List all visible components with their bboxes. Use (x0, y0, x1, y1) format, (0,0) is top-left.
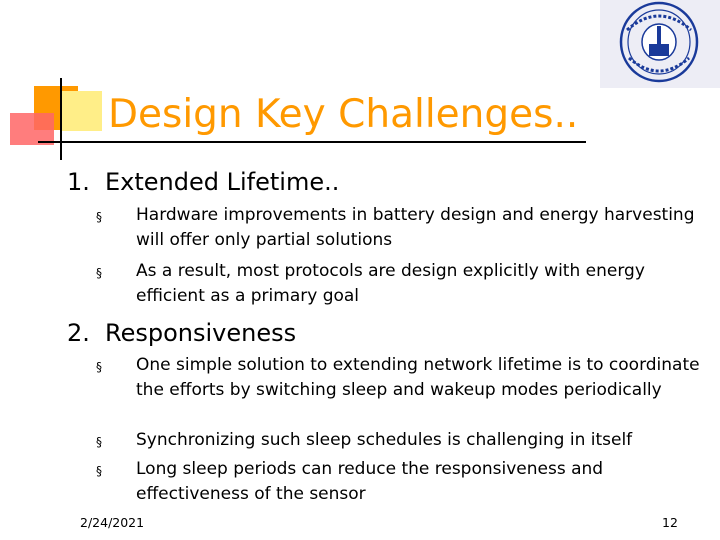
section-number: 1. (67, 168, 90, 196)
bullet-icon: § (96, 210, 102, 224)
bullet-icon: § (96, 435, 102, 449)
bullet-text: Hardware improvements in battery design and energy harvesting will offer only partial solutions (136, 205, 695, 250)
section-heading-text: Responsiveness (105, 319, 297, 347)
bullet-text: One simple solution to extending network lifetime is to coordinate the efforts by switching sleep and wakeup modes periodically (136, 355, 700, 400)
page-number: 12 (662, 515, 678, 530)
bullet-text: Synchronizing such sleep schedules is challenging in itself (136, 430, 633, 450)
slide-title: Design Key Challenges.. (108, 92, 579, 137)
bullet-icon: § (96, 360, 102, 374)
university-seal-icon (607, 0, 711, 84)
footer-date: 2/24/2021 (80, 515, 145, 530)
bullet-text: As a result, most protocols are design explicitly with energy efficient as a primary goal (136, 261, 645, 306)
decor-yellow-square (62, 91, 102, 131)
bullet-icon: § (96, 266, 102, 280)
decor-vertical-line (60, 78, 62, 160)
bullet-icon: § (96, 464, 102, 478)
bullet-text: Long sleep periods can reduce the responsiveness and effectiveness of the sensor (136, 459, 604, 504)
section-heading-text: Extended Lifetime.. (105, 168, 340, 196)
section-number: 2. (67, 319, 90, 347)
section-heading (67, 318, 296, 348)
section-heading (67, 167, 339, 197)
